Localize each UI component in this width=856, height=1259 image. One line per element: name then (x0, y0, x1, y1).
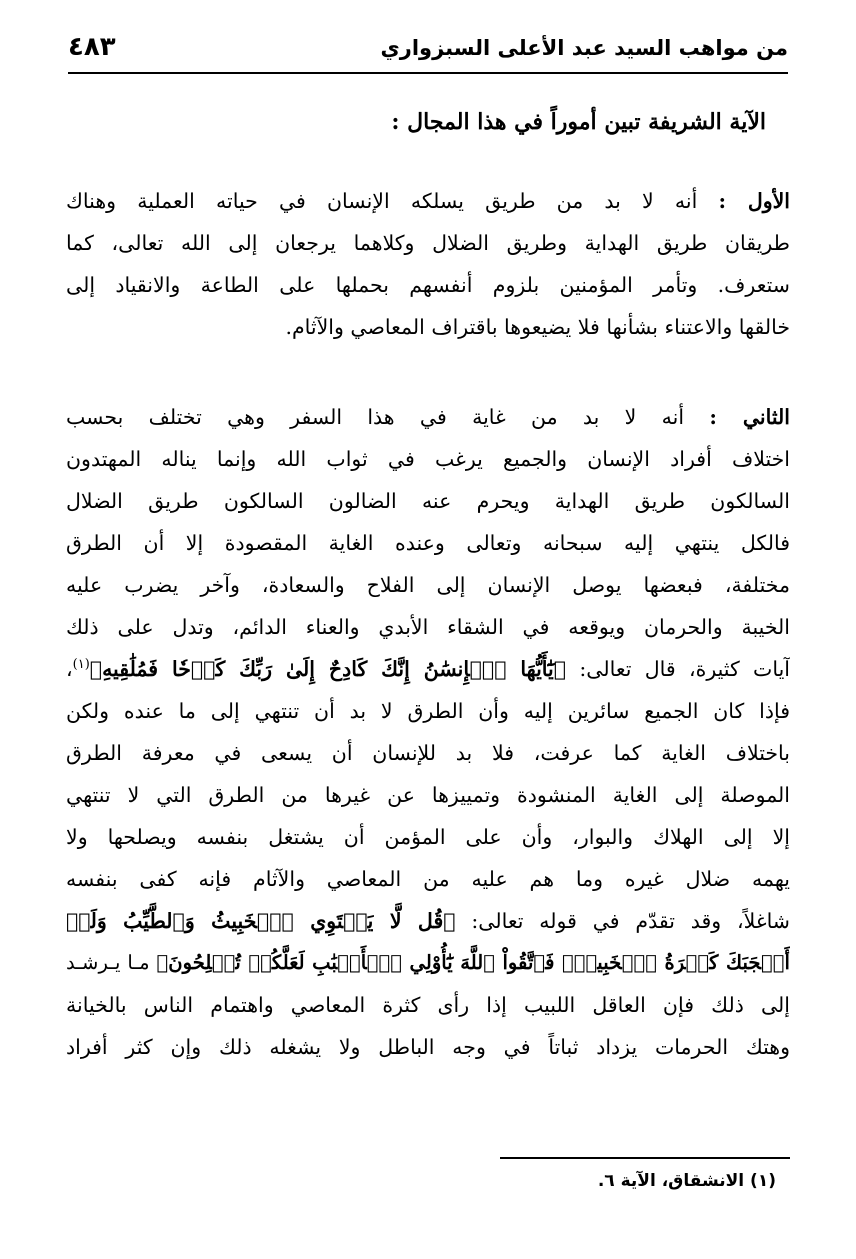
quran-verse: ﴿يَٰٓأَيُّهَا ٱلۡإِنسَٰنُ إِنَّكَ كَادِحٌ إِلَىٰ رَبِّكَ كَدۡحٗا فَمُلَٰقِيهِ﴾ (89, 657, 567, 681)
first-point-label: الأول : (718, 189, 790, 213)
text-line: خالقها والاعتناء بشأنها فلا يضيعوها باقتراف المعاصي والآثام. (285, 315, 790, 339)
text-line: إلى ذلك فإن العاقل اللبيب إذا رأى كثرة المعاصي واهتمام الناس بالخيانة (66, 993, 790, 1017)
footnote-reference: (١) (72, 657, 90, 673)
text-line: وهتك الحرمات يزداد ثباتاً في وجه الباطل ولا يشغله ذلك وإن كثر أفراد (66, 1035, 790, 1059)
text-line: إلا إلى الهلاك والبوار، وأن على المؤمن أن يشتغل بنفسه ويصلحها ولا (66, 825, 790, 849)
quran-verse: ﴿قُل لَّا يَسۡتَوِي ٱلۡخَبِيثُ وَٱلطَّيِّبُ وَلَوۡ (66, 909, 456, 933)
page-number: ٤٨٣ (68, 32, 116, 62)
text-line: آيات كثيرة، قال تعالى: ﴿يَٰٓأَيُّهَا ٱلۡإِنسَٰنُ إِنَّكَ كَادِحٌ إِلَىٰ رَبِّكَ كَدۡحٗا فَمُلَٰقِيهِ﴾$^{(١)}$، (66, 657, 790, 681)
paragraph-first-point (66, 180, 790, 348)
page-header (68, 30, 788, 74)
text-line: فإذا كان الجميع سائرين إليه وأن الطرق لا بد أن تنتهي إلى ما عنده ولكن (66, 699, 790, 723)
text-line: طريقان طريق الهداية وطريق الضلال وكلاهما يرجعان إلى الله تعالى، كما (66, 231, 790, 255)
quran-verse: أَعۡجَبَكَ كَثۡرَةُ ٱلۡخَبِيثِۚ فَٱتَّقُواْ ٱللَّهَ يَٰٓأُوْلِي ٱلۡأَلۡبَٰبِ لَعَلَّكُمۡ تُفۡلِحُونَ﴾ (156, 951, 790, 974)
running-title: من مواهب السيد عبد الأعلى السبزواري (380, 36, 788, 60)
text-line: باختلاف الغاية كما عرفت، فلا بد للإنسان أن يسعى في معرفة الطرق (66, 741, 790, 765)
text-line: السالكون طريق الهداية ويحرم عنه الضالون السالكون طريق الضلال (66, 489, 790, 513)
text-line: الخيبة والحرمان ويوقعه في الشقاء الأبدي والعناء الدائم، وتدل على ذلك (66, 615, 790, 639)
text-line: فالكل ينتهي إليه سبحانه وتعالى وعنده الغاية المقصودة إلا أن الطرق (66, 531, 790, 555)
paragraph-second-point (66, 396, 790, 1068)
text-line: الأول : أنه لا بد من طريق يسلكه الإنسان في حياته العملية وهناك (66, 189, 790, 213)
text-line: اختلاف أفراد الإنسان والجميع يرغب في ثواب الله وإنما يناله المهتدون (66, 447, 790, 471)
text-line: ستعرف. وتأمر المؤمنين بلزوم أنفسهم بحملها على الطاعة والانقياد إلى (66, 273, 790, 297)
section-heading: الآية الشريفة تبين أموراً في هذا المجال : (391, 109, 766, 135)
text-line: الثاني : أنه لا بد من غاية في هذا السفر وهي تختلف بحسب (66, 405, 790, 429)
text-line: أَعۡجَبَكَ كَثۡرَةُ ٱلۡخَبِيثِۚ فَٱتَّقُواْ ٱللَّهَ يَٰٓأُوْلِي ٱلۡأَلۡبَٰبِ لَعَلَّكُمۡ تُفۡلِحُونَ﴾ مـا يـرشـد (66, 951, 790, 974)
text-line: مختلفة، فبعضها يوصل الإنسان إلى الفلاح والسعادة، وآخر يضرب عليه (66, 573, 790, 597)
footnote: (١) الانشقاق، الآية ٦. (597, 1171, 776, 1191)
text-line: شاغلاً، وقد تقدّم في قوله تعالى: ﴿قُل لَّا يَسۡتَوِي ٱلۡخَبِيثُ وَٱلطَّيِّبُ وَلَوۡ (66, 909, 790, 933)
text-line: يهمه ضلال غيره وما هم عليه من المعاصي والآثام فإنه كفى بنفسه (66, 867, 790, 891)
text-line: الموصلة إلى الغاية المنشودة وتمييزها عن غيرها من الطرق التي لا تنتهي (66, 783, 790, 807)
second-point-label: الثاني : (709, 405, 790, 429)
footnote-divider (500, 1157, 790, 1159)
